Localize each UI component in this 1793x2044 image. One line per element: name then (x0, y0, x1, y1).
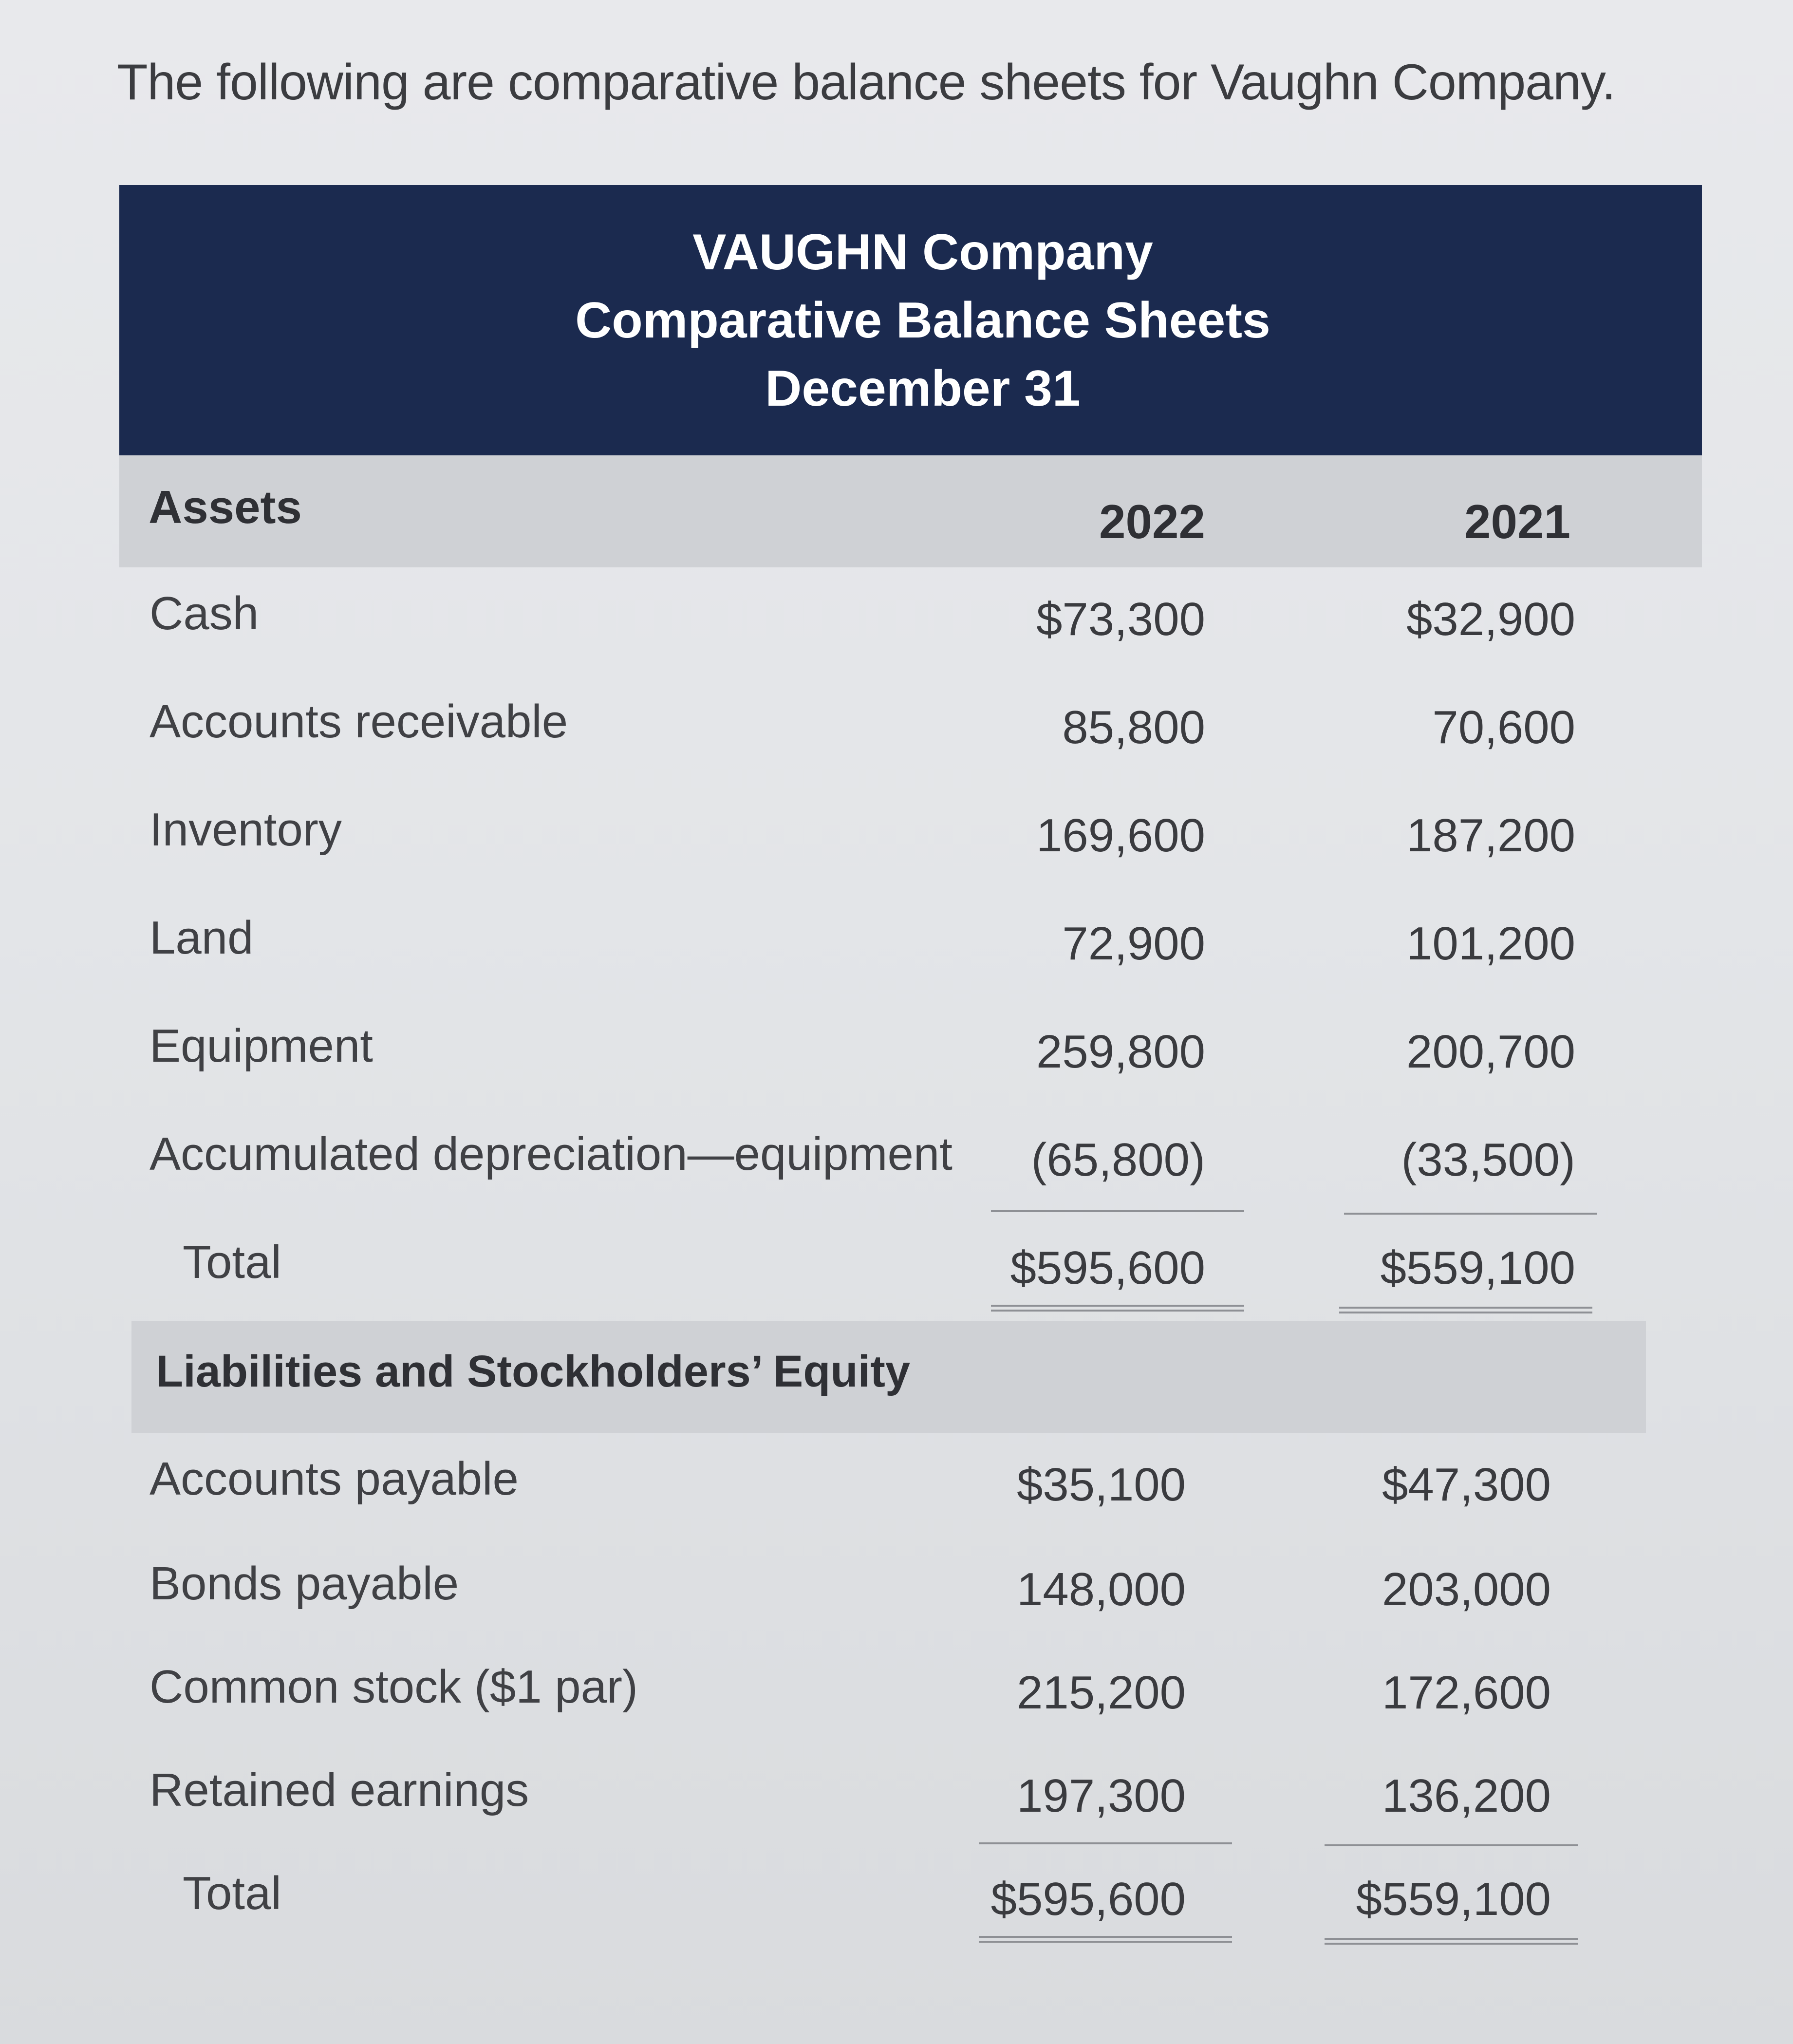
value-2021: $47,300 (1382, 1459, 1551, 1511)
table-row-accumulated-depreciation (119, 1108, 1702, 1216)
row-label: Cash (149, 587, 259, 639)
table-row-inventory (119, 784, 1702, 892)
total-2022: $595,600 (1010, 1242, 1205, 1294)
total-2022: $595,600 (990, 1873, 1186, 1925)
column-header-2021: 2021 (1464, 495, 1570, 548)
assets-heading: Assets (149, 481, 302, 533)
value-2021: $32,900 (1406, 593, 1575, 645)
value-2021: 172,600 (1382, 1667, 1551, 1719)
value-2021: 101,200 (1406, 918, 1575, 970)
subtotal-rule (979, 1842, 1232, 1844)
balance-sheet-table (119, 185, 1702, 1952)
total-label: Total (183, 1867, 281, 1919)
value-2022: 169,600 (1036, 809, 1205, 862)
row-label: Accounts payable (149, 1453, 519, 1505)
table-row-bonds-payable (119, 1538, 1702, 1641)
total-2021: $559,100 (1380, 1242, 1575, 1294)
table-row-liabilities-total (119, 1847, 1702, 1952)
column-header-2022: 2022 (1099, 495, 1205, 548)
value-2022: $73,300 (1036, 593, 1205, 645)
row-label: Accumulated depreciation—equipment (149, 1128, 953, 1180)
row-label: Retained earnings (149, 1764, 529, 1816)
total-double-rule (979, 1936, 1232, 1943)
value-2022: 148,000 (1016, 1563, 1186, 1615)
value-2022: 259,800 (1036, 1026, 1205, 1078)
subtotal-rule (991, 1210, 1244, 1212)
table-row-accounts-payable (119, 1433, 1702, 1538)
subtotal-rule (1344, 1213, 1597, 1215)
total-double-rule (991, 1305, 1244, 1312)
total-double-rule (1325, 1938, 1578, 1945)
total-label: Total (183, 1236, 281, 1288)
row-label: Accounts receivable (149, 695, 568, 748)
table-row-assets-total (119, 1216, 1702, 1321)
value-2021: (33,500) (1401, 1134, 1575, 1186)
value-2021: 187,200 (1406, 809, 1575, 862)
total-double-rule (1339, 1307, 1592, 1313)
value-2021: 70,600 (1432, 701, 1575, 753)
intro-text: The following are comparative balance sheets for Vaughn Company. (117, 54, 1616, 111)
value-2021: 203,000 (1382, 1563, 1551, 1615)
row-label: Equipment (149, 1020, 373, 1072)
subtotal-rule (1325, 1844, 1578, 1846)
value-2022: $35,100 (1016, 1459, 1186, 1511)
liabilities-section-header (131, 1321, 1646, 1433)
table-row-cash (119, 567, 1702, 675)
table-row-retained-earnings (119, 1744, 1702, 1847)
table-header-banner (119, 185, 1702, 455)
assets-section-header (119, 455, 1702, 567)
value-2022: 72,900 (1062, 918, 1205, 970)
value-2022: (65,800) (1031, 1134, 1205, 1186)
value-2022: 215,200 (1016, 1667, 1186, 1719)
table-row-accounts-receivable (119, 675, 1702, 784)
statement-date: December 31 (765, 360, 1081, 417)
row-label: Land (149, 912, 254, 964)
value-2022: 197,300 (1016, 1770, 1186, 1822)
row-label: Inventory (149, 804, 342, 856)
value-2021: 200,700 (1406, 1026, 1575, 1078)
table-row-common-stock (119, 1641, 1702, 1744)
value-2021: 136,200 (1382, 1770, 1551, 1822)
total-2021: $559,100 (1356, 1873, 1551, 1925)
table-row-land (119, 892, 1702, 1000)
company-name: VAUGHN Company (692, 224, 1153, 281)
table-row-equipment (119, 1000, 1702, 1108)
statement-title: Comparative Balance Sheets (575, 292, 1270, 349)
row-label: Bonds payable (149, 1557, 459, 1610)
row-label: Common stock ($1 par) (149, 1661, 638, 1713)
liabilities-heading: Liabilities and Stockholders’ Equity (156, 1347, 910, 1396)
value-2022: 85,800 (1062, 701, 1205, 753)
